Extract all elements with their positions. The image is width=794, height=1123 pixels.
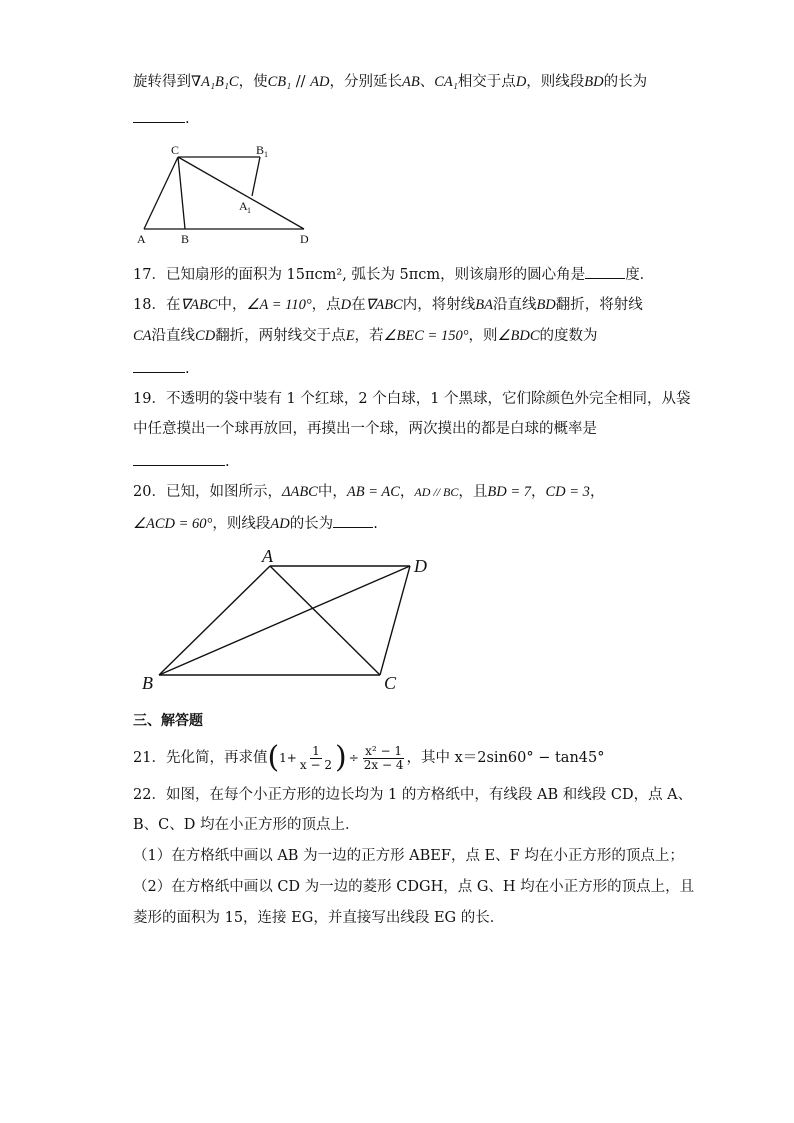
q16-triangle: A₁B₁C — [201, 74, 239, 90]
label-a: A — [262, 546, 273, 566]
segment-ca — [144, 157, 178, 229]
q19-line2: 中任意摸出一个球再放回，再摸出一个球，两次摸出的都是白球的概率是 — [133, 421, 597, 437]
q19-line1: 19．不透明的袋中装有 1 个红球，2 个白球，1 个黑球，它们除颜色外完全相同，从袋 — [133, 391, 691, 407]
segment-ab — [159, 566, 270, 675]
segment-cd — [178, 157, 304, 229]
q21: 21．先化简，再求值 ( 1+ $\frac{1}{x - 2}$ ) ÷ $\frac{\text{x² − 1}}{2x - 4}$ ，其中 x＝2sin60° − tan45° — [133, 740, 605, 775]
segment-bd — [159, 566, 410, 675]
q16-text: 旋转得到 — [133, 74, 191, 90]
label-c: C — [171, 143, 180, 157]
segment-cd — [380, 566, 410, 675]
q20-line1: 20．已知，如图所示，ΔABC中，AB = AC，AD // BC，且BD = 7，CD = 3， — [133, 484, 605, 500]
label-d: D — [300, 232, 309, 246]
q18-line2: CA沿直线CD翻折，两射线交于点E，若∠BEC = 150°，则∠BDC的度数为 — [133, 328, 598, 344]
triangle-symbol: ∇ — [191, 74, 202, 90]
q22-line1: 22．如图，在每个小正方形的边长均为 1 的方格纸中，有线段 AB 和线段 CD，点 A、 — [133, 787, 693, 803]
section-title: 三、解答题 — [133, 713, 203, 729]
answer-blank[interactable] — [133, 358, 185, 373]
fraction-2: $\frac{\text{x² − 1}}{2x - 4}$ — [363, 743, 404, 772]
label-a1: A — [239, 199, 248, 213]
label-b1-sub: 1 — [264, 150, 268, 159]
answer-blank[interactable] — [585, 264, 625, 279]
q19-answer-line: . — [133, 451, 230, 472]
label-c: C — [384, 673, 397, 693]
q18-answer-line: . — [133, 358, 190, 379]
q22-line2: B、C、D 均在小正方形的顶点上． — [133, 817, 360, 833]
answer-blank[interactable] — [133, 108, 185, 123]
fraction-1: $\frac{1}{x - 2}$ — [299, 743, 332, 772]
label-b1: B — [256, 143, 265, 157]
label-b: B — [181, 232, 190, 246]
q22-line3: （1）在方格纸中画以 AB 为一边的正方形 ABEF，点 E、F 均在小正方形的顶点上； — [133, 848, 684, 864]
q22-line4: （2）在方格纸中画以 CD 为一边的菱形 CDGH，点 G、H 均在小正方形的顶点上，且 — [133, 879, 695, 895]
q18-line1: 18．在∇ABC中，∠A = 110°，点D在∇ABC内，将射线BA沿直线BD翻折，将射线 — [133, 297, 643, 313]
q22-line5: 菱形的面积为 15，连接 EG，并直接写出线段 EG 的长． — [133, 910, 505, 926]
label-a: A — [137, 232, 146, 246]
answer-blank[interactable] — [333, 513, 373, 528]
q16-line1: 旋转得到∇A₁B₁C，使CB₁ // AD，分别延长AB、CA₁相交于点D，则线段BD的长为 — [133, 74, 648, 90]
label-d: D — [414, 556, 427, 576]
answer-blank[interactable] — [133, 451, 225, 466]
q21-expression: ( 1+ $\frac{1}{x - 2}$ ) ÷ $\frac{\text{x² − 1}}{2x - 4}$ — [267, 740, 404, 775]
q16-answer-line: . — [133, 108, 190, 129]
segment-ac — [270, 566, 380, 675]
figure-q16 — [130, 140, 330, 250]
label-b: B — [142, 673, 153, 693]
segment-cb — [178, 157, 185, 229]
q20-line2: ∠ACD = 60°，则线段AD的长为 . — [133, 513, 378, 534]
label-a1-sub: 1 — [247, 206, 251, 215]
q17: 17．已知扇形的面积为 15πcm², 弧长为 5πcm，则该扇形的圆心角是 度． — [133, 264, 654, 285]
figure-q20 — [135, 545, 445, 695]
segment-b1a1 — [252, 157, 260, 196]
